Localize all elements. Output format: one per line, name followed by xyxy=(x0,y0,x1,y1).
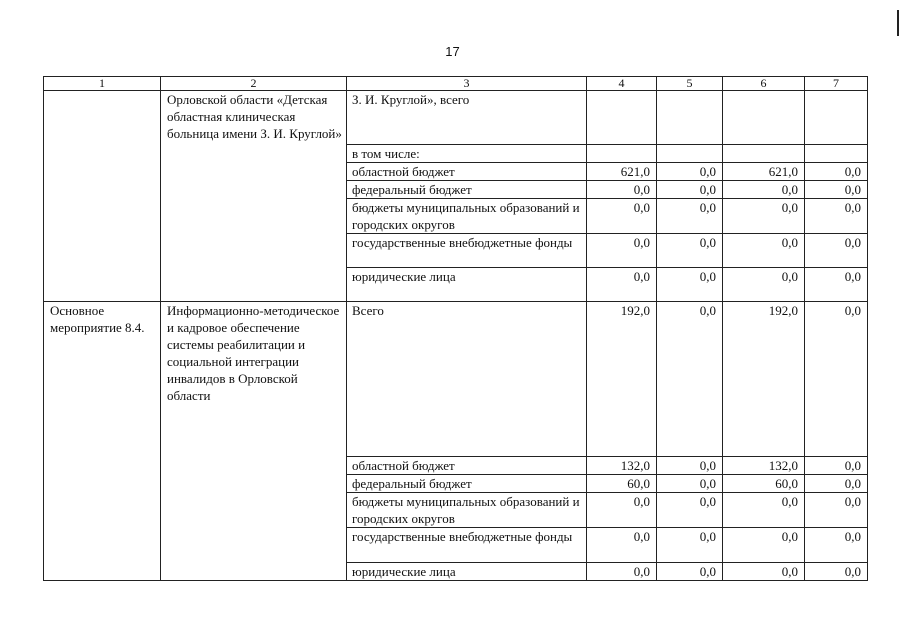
value-cell: 0,0 xyxy=(587,493,657,528)
value-cell: 0,0 xyxy=(657,563,723,581)
column-number: 1 xyxy=(44,77,161,91)
funding-source-cell: в том числе: xyxy=(347,145,587,163)
column-number: 4 xyxy=(587,77,657,91)
funding-source-cell: областной бюджет xyxy=(347,163,587,181)
table-row xyxy=(44,91,868,145)
value-cell: 0,0 xyxy=(587,234,657,268)
value-cell xyxy=(587,145,657,163)
funding-source-cell: государственные внебюджетные фонды xyxy=(347,234,587,268)
table-row xyxy=(44,302,868,457)
funding-source-cell: федеральный бюджет xyxy=(347,181,587,199)
value-cell: 60,0 xyxy=(587,475,657,493)
funding-source-cell: областной бюджет xyxy=(347,457,587,475)
event-name-cell: Орловской области «Детская областная клиническая больница имени З. И. Круглой» xyxy=(161,91,347,302)
value-cell: 0,0 xyxy=(657,302,723,457)
column-number: 5 xyxy=(657,77,723,91)
column-number: 6 xyxy=(723,77,805,91)
funding-source-cell: бюджеты муниципальных образований и городских округов xyxy=(347,199,587,234)
value-cell: 0,0 xyxy=(805,199,868,234)
value-cell: 0,0 xyxy=(805,457,868,475)
funding-source-cell: Всего xyxy=(347,302,587,457)
value-cell xyxy=(805,91,868,145)
value-cell: 0,0 xyxy=(587,268,657,302)
value-cell: 0,0 xyxy=(805,528,868,563)
value-cell: 0,0 xyxy=(587,528,657,563)
value-cell: 0,0 xyxy=(657,528,723,563)
value-cell: 0,0 xyxy=(657,181,723,199)
value-cell xyxy=(723,145,805,163)
funding-source-cell: юридические лица xyxy=(347,268,587,302)
value-cell: 0,0 xyxy=(805,302,868,457)
value-cell: 192,0 xyxy=(587,302,657,457)
value-cell: 0,0 xyxy=(657,475,723,493)
value-cell: 0,0 xyxy=(723,528,805,563)
event-name-cell: Информационно-методическое и кадровое обеспечение системы реабилитации и социальной интеграции инвалидов в Орловской области xyxy=(161,302,347,581)
value-cell: 621,0 xyxy=(723,163,805,181)
value-cell xyxy=(657,91,723,145)
value-cell: 60,0 xyxy=(723,475,805,493)
value-cell: 0,0 xyxy=(723,563,805,581)
value-cell: 0,0 xyxy=(587,181,657,199)
page-number: 17 xyxy=(445,44,460,59)
value-cell: 0,0 xyxy=(657,457,723,475)
value-cell: 0,0 xyxy=(805,181,868,199)
value-cell: 0,0 xyxy=(805,563,868,581)
budget-table xyxy=(43,76,868,581)
scan-edge-mark xyxy=(897,10,899,36)
value-cell: 0,0 xyxy=(805,475,868,493)
value-cell: 0,0 xyxy=(657,199,723,234)
value-cell: 0,0 xyxy=(805,268,868,302)
event-number-cell xyxy=(44,91,161,302)
value-cell: 0,0 xyxy=(723,199,805,234)
column-number: 2 xyxy=(161,77,347,91)
funding-source-cell: З. И. Круглой», всего xyxy=(347,91,587,145)
value-cell: 132,0 xyxy=(723,457,805,475)
value-cell: 0,0 xyxy=(723,268,805,302)
column-number: 7 xyxy=(805,77,868,91)
value-cell xyxy=(723,91,805,145)
value-cell: 0,0 xyxy=(805,234,868,268)
value-cell: 0,0 xyxy=(657,268,723,302)
value-cell: 621,0 xyxy=(587,163,657,181)
value-cell: 0,0 xyxy=(805,493,868,528)
value-cell: 0,0 xyxy=(587,563,657,581)
column-number: 3 xyxy=(347,77,587,91)
value-cell: 0,0 xyxy=(657,163,723,181)
value-cell xyxy=(587,91,657,145)
funding-source-cell: бюджеты муниципальных образований и городских округов xyxy=(347,493,587,528)
value-cell xyxy=(657,145,723,163)
value-cell: 192,0 xyxy=(723,302,805,457)
value-cell: 0,0 xyxy=(657,234,723,268)
value-cell: 0,0 xyxy=(723,234,805,268)
value-cell: 0,0 xyxy=(723,493,805,528)
funding-source-cell: государственные внебюджетные фонды xyxy=(347,528,587,563)
value-cell: 0,0 xyxy=(587,199,657,234)
value-cell xyxy=(805,145,868,163)
value-cell: 0,0 xyxy=(657,493,723,528)
value-cell: 132,0 xyxy=(587,457,657,475)
funding-source-cell: юридические лица xyxy=(347,563,587,581)
funding-source-cell: федеральный бюджет xyxy=(347,475,587,493)
value-cell: 0,0 xyxy=(805,163,868,181)
value-cell: 0,0 xyxy=(723,181,805,199)
event-number-cell: Основное мероприятие 8.4. xyxy=(44,302,161,581)
column-number-row xyxy=(44,77,868,91)
